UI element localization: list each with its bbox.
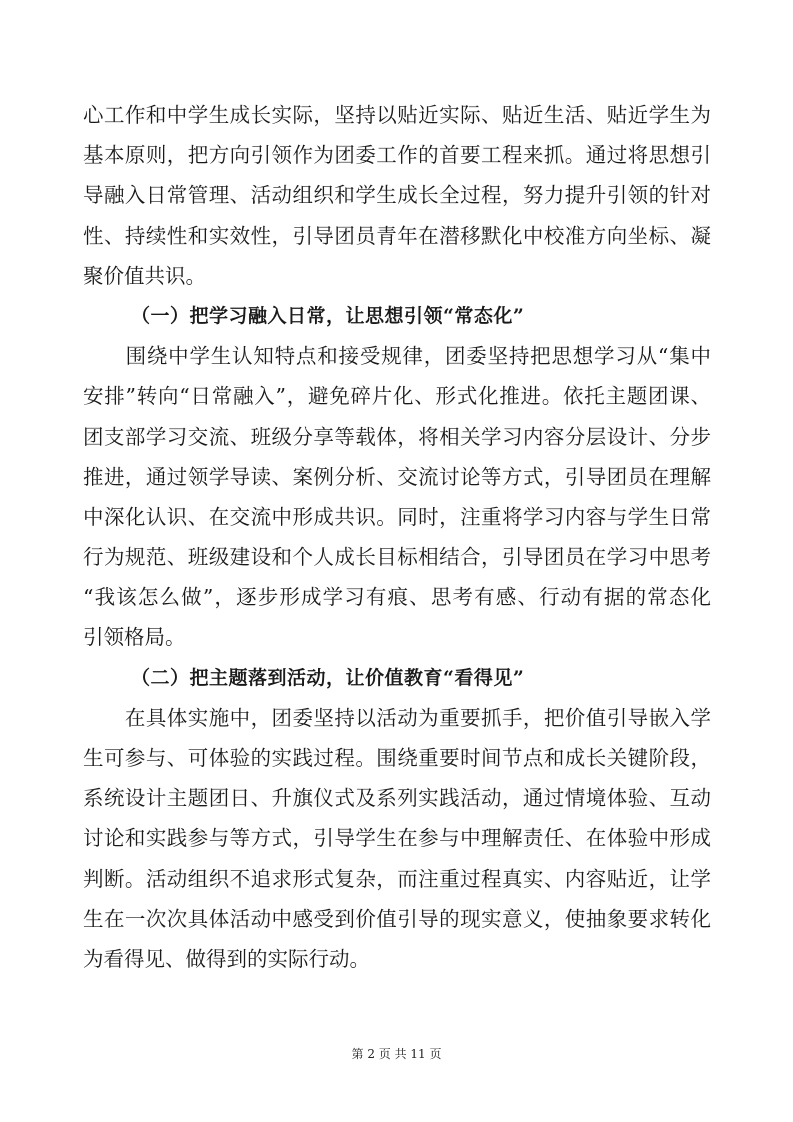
text-line: 在具体实施中，团委坚持以活动为重要抓手，把价值引导嵌入学 bbox=[83, 705, 711, 730]
text-line: 中深化认识、在交流中形成共识。同时，注重将学习内容与学生日常 bbox=[83, 504, 711, 529]
text-line: 心工作和中学生成长实际，坚持以贴近实际、贴近生活、贴近学生为 bbox=[83, 103, 711, 127]
document-body bbox=[83, 95, 711, 979]
section-paragraph bbox=[83, 336, 711, 658]
text-line: 系统设计主题团日、升旗仪式及系列实践活动，通过情境体验、互动 bbox=[83, 786, 711, 811]
text-line: 判断。活动组织不追求形式复杂，而注重过程真实、内容贴近，让学 bbox=[83, 866, 711, 891]
text-line: 行为规范、班级建设和个人成长目标相结合，引导团员在学习中思考 bbox=[83, 545, 711, 570]
text-line: 性、持续性和实效性，引导团员青年在潜移默化中校准方向坐标、凝 bbox=[83, 223, 711, 248]
section-paragraph bbox=[83, 698, 711, 979]
section-heading: （一）把学习融入日常，让思想引领“常态化” bbox=[131, 304, 525, 327]
text-line: 基本原则，把方向引领作为团委工作的首要工程来抓。通过将思想引 bbox=[83, 143, 711, 168]
intro-paragraph bbox=[83, 95, 711, 296]
text-line: 引领格局。 bbox=[83, 625, 186, 650]
text-line: 团支部学习交流、班级分享等载体，将相关学习内容分层设计、分步 bbox=[83, 424, 711, 449]
text-line: 生可参与、可体验的实践过程。围绕重要时间节点和成长关键阶段， bbox=[83, 746, 711, 770]
text-line: 推进，通过领学导读、案例分析、交流讨论等方式，引导团员在理解 bbox=[83, 464, 711, 489]
text-line: 导融入日常管理、活动组织和学生成长全过程，努力提升引领的针对 bbox=[83, 183, 711, 208]
section-heading: （二）把主题落到活动，让价值教育“看得见” bbox=[131, 666, 525, 689]
text-line: 安排”转向“日常融入”，避免碎片化、形式化推进。依托主题团课、 bbox=[83, 384, 711, 409]
text-line: 生在一次次具体活动中感受到价值引导的现实意义，使抽象要求转化 bbox=[83, 906, 711, 931]
text-line: “我该怎么做”，逐步形成学习有痕、思考有感、行动有据的常态化 bbox=[83, 585, 711, 610]
page-number-footer: 第 2 页 共 11 页 bbox=[351, 1047, 442, 1061]
text-line: 聚价值共识。 bbox=[83, 263, 206, 288]
text-line: 讨论和实践参与等方式，引导学生在参与中理解责任、在体验中形成 bbox=[83, 826, 711, 851]
text-line: 围绕中学生认知特点和接受规律，团委坚持把思想学习从“集中 bbox=[83, 344, 711, 369]
text-line: 为看得见、做得到的实际行动。 bbox=[83, 946, 370, 971]
